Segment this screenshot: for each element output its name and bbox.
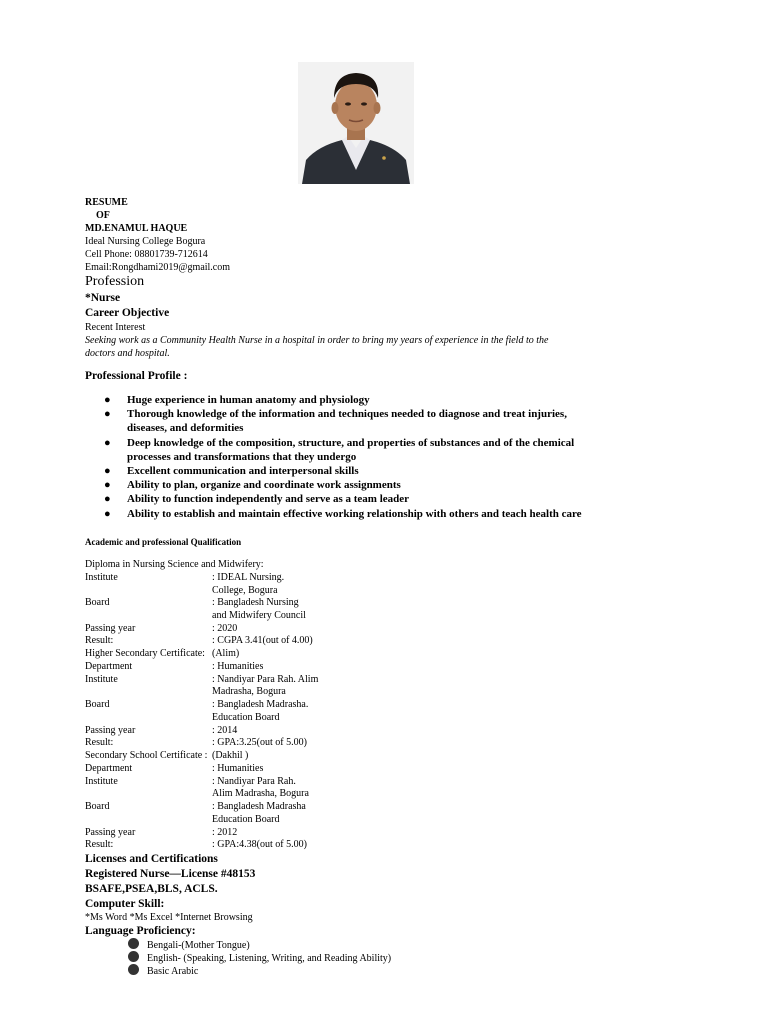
qualification-value: : GPA:4.38(out of 5.00) [212,839,307,850]
qualification-label: Diploma in Nursing Science and Midwifery: [85,559,264,570]
bullet-icon: ● [104,479,111,492]
qualification-value: : Bangladesh Nursing [212,597,299,608]
qualification-label: Result: [85,839,114,850]
qualification-label: Secondary School Certificate : [85,750,208,761]
qualification-label: Passing year [85,827,136,838]
career-text-line-1: Seeking work as a Community Health Nurse in a hospital in order to bring my years of experience in the field to the [85,335,549,346]
professional-profile-list [104,393,624,521]
language-heading: Language Proficiency: [85,925,196,937]
list-item: ● Thorough knowledge of the information and techniques needed to diagnose and treat injuries, diseases, and deformities [104,408,567,435]
list-item: English- (Speaking, Listening, Writing, and Reading Ability) [128,951,391,965]
qualification-label: Department [85,763,133,774]
qualification-value: Education Board [212,814,280,825]
qualification-value: : GPA:3.25(out of 5.00) [212,737,307,748]
list-item: Basic Arabic [128,964,198,978]
qualification-label: Institute [85,776,118,787]
qualification-value: and Midwifery Council [212,610,306,621]
profile-photo [298,62,414,184]
qualification-value: Madrasha, Bogura [212,686,286,697]
resume-title: RESUME [85,197,128,208]
candidate-phone: Cell Phone: 08801739-712614 [85,249,208,260]
list-item: ● Deep knowledge of the composition, structure, and properties of substances and of the chemical processes and transformations that they undergo [104,436,575,463]
qualification-label: Institute [85,572,118,583]
certifications: BSAFE,PSEA,BLS, ACLS. [85,883,218,895]
career-sub: Recent Interest [85,322,146,333]
qualification-label: Department [85,661,133,672]
candidate-name: MD.ENAMUL HAQUE [85,223,188,234]
list-item: ● Excellent communication and interpersonal skills [104,465,359,478]
license-number: Registered Nurse—License #48153 [85,868,256,880]
qualification-label: Result: [85,635,114,646]
list-item: Bengali-(Mother Tongue) [128,938,250,952]
list-item: ● Ability to function independently and serve as a team leader [104,493,410,506]
qualification-label: Institute [85,674,118,685]
professional-profile-heading: Professional Profile : [85,370,188,382]
qualification-label: Passing year [85,725,136,736]
qualification-value: : 2012 [212,827,238,838]
qualification-label: Board [85,801,110,812]
qualification-value: : Humanities [212,661,264,672]
bullet-icon: ● [104,465,111,478]
profession-value: *Nurse [85,292,121,304]
bullet-icon [128,964,139,975]
qualification-value: : Nandiyar Para Rah. Alim [212,674,319,685]
qualification-value: : Nandiyar Para Rah. [212,776,296,787]
profile-photo-portrait [298,62,414,184]
list-item: ● Huge experience in human anatomy and physiology [104,394,370,406]
bullet-icon: ● [104,493,111,506]
profession-heading: Profession [85,274,145,289]
bullet-icon: ● [104,394,111,406]
qualification-value: : 2020 [212,623,238,634]
licenses-heading: Licenses and Certifications [85,853,218,865]
qualification-value: (Dakhil ) [212,750,249,761]
qualification-value: : Humanities [212,763,264,774]
qualification-label: Passing year [85,623,136,634]
list-item: ● Ability to plan, organize and coordinate work assignments [104,479,401,492]
candidate-org: Ideal Nursing College Bogura [85,236,206,247]
qualification-label: Board [85,699,110,710]
qualification-value: : Bangladesh Madrasha. [212,699,309,710]
computer-skill-heading: Computer Skill: [85,898,165,910]
career-objective-heading: Career Objective [85,307,170,319]
list-item: ● Ability to establish and maintain effective working relationship with others and teach health care [104,507,582,520]
qualification-value: Education Board [212,712,280,723]
qualification-value: : IDEAL Nursing. [212,572,285,583]
qualification-value: : 2014 [212,725,238,736]
qualification-value: College, Bogura [212,585,278,596]
qualification-label: Board [85,597,110,608]
bullet-icon: ● [104,408,111,421]
qualification-value: Alim Madrasha, Bogura [212,788,309,799]
qualification-value: (Alim) [212,648,240,659]
qualification-label: Result: [85,737,114,748]
candidate-email: Email:Rongdhami2019@gmail.com [85,262,231,273]
bullet-icon: ● [104,436,111,449]
bullet-icon [128,938,139,949]
qualification-heading: Academic and professional Qualification [85,537,242,547]
bullet-icon: ● [104,507,111,520]
qualification-label: Higher Secondary Certificate: [85,648,205,659]
bullet-icon [128,951,139,962]
resume-title-of: OF [96,210,110,221]
career-text-line-2: doctors and hospital. [85,348,170,359]
qualification-value: : Bangladesh Madrasha [212,801,306,812]
qualification-value: : CGPA 3.41(out of 4.00) [212,635,313,646]
computer-skill-value: *Ms Word *Ms Excel *Internet Browsing [85,912,253,923]
